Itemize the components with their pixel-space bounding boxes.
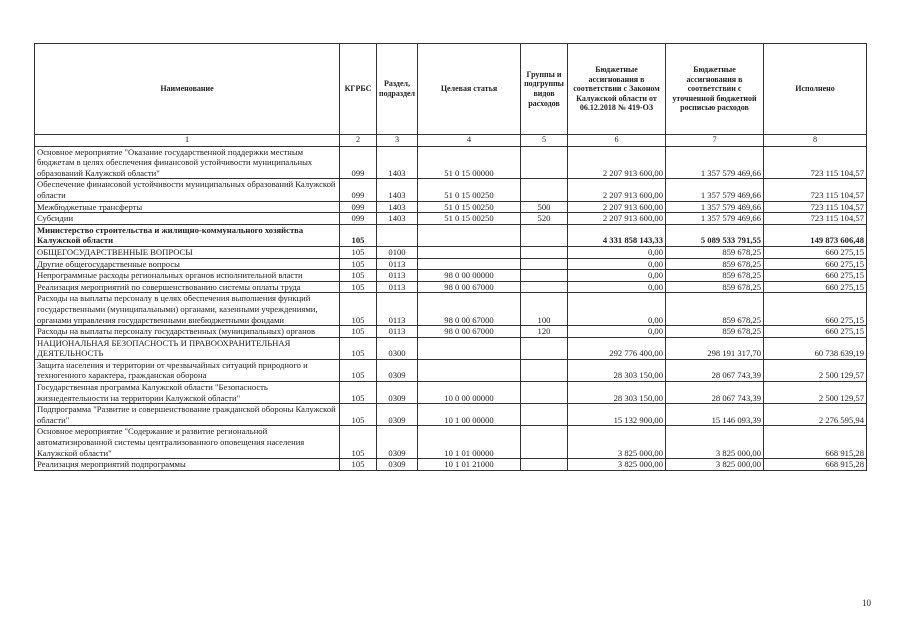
- table-row: [35, 258, 867, 270]
- cell-group: [521, 382, 568, 404]
- cell-refined-amount: 1 357 579 469,66: [666, 213, 764, 225]
- cell-executed-amount: 723 115 104,57: [764, 201, 867, 213]
- cell-group: 520: [521, 213, 568, 225]
- cell-group: [521, 337, 568, 359]
- cell-group: [521, 404, 568, 426]
- table-row: [35, 459, 867, 471]
- cell-group: [521, 258, 568, 270]
- cell-section: 0113: [377, 270, 418, 282]
- header-refined: Бюджетные ассигнования в соответствии с уточненной бюджетной росписью расходов: [666, 44, 764, 135]
- cell-executed-amount: 668 915,28: [764, 459, 867, 471]
- cell-executed-amount: 660 275,15: [764, 326, 867, 338]
- cell-group: [521, 224, 568, 246]
- cell-law-amount: 28 303 150,00: [568, 382, 666, 404]
- cell-kgrbs: 105: [340, 426, 377, 459]
- cell-section: 0113: [377, 281, 418, 293]
- cell-kgrbs: 099: [340, 146, 377, 179]
- cell-refined-amount: 5 089 533 791,55: [666, 224, 764, 246]
- cell-kgrbs: 105: [340, 459, 377, 471]
- cell-law-amount: 0,00: [568, 293, 666, 326]
- cell-target: 10 0 00 00000: [418, 382, 521, 404]
- cell-target: 98 0 00 67000: [418, 281, 521, 293]
- cell-target: [418, 359, 521, 381]
- cell-name: Расходы на выплаты персоналу государственных (муниципальных) органов: [35, 326, 340, 338]
- cell-target: 10 1 00 00000: [418, 404, 521, 426]
- cell-section: 0113: [377, 258, 418, 270]
- cell-group: [521, 359, 568, 381]
- cell-name: Защита населения и территории от чрезвычайных ситуаций природного и техногенного характера, гражданская оборона: [35, 359, 340, 381]
- cell-refined-amount: 28 067 743,39: [666, 382, 764, 404]
- table-row: [35, 224, 867, 246]
- cell-group: [521, 426, 568, 459]
- cell-target: 51 0 15 00250: [418, 201, 521, 213]
- cell-name: Министерство строительства и жилищно-коммунального хозяйства Калужской области: [35, 224, 340, 246]
- cell-section: 0300: [377, 337, 418, 359]
- cell-kgrbs: 105: [340, 359, 377, 381]
- cell-kgrbs: 105: [340, 293, 377, 326]
- cell-kgrbs: 099: [340, 201, 377, 213]
- cell-group: [521, 270, 568, 282]
- table-row: [35, 281, 867, 293]
- cell-law-amount: 28 303 150,00: [568, 359, 666, 381]
- header-law: Бюджетные ассигнования в соответствии с Законом Калужской области от 06.12.2018 № 419-ОЗ: [568, 44, 666, 135]
- table-row: [35, 246, 867, 258]
- cell-section: 1403: [377, 146, 418, 179]
- cell-executed-amount: 668 915,28: [764, 426, 867, 459]
- cell-section: 1403: [377, 179, 418, 201]
- cell-executed-amount: 2 500 129,57: [764, 382, 867, 404]
- cell-section: 0309: [377, 359, 418, 381]
- column-number: 3: [377, 135, 418, 147]
- header-group: Группы и подгруппы видов расходов: [521, 44, 568, 135]
- cell-target: 51 0 15 00250: [418, 179, 521, 201]
- cell-target: [418, 246, 521, 258]
- cell-executed-amount: 723 115 104,57: [764, 179, 867, 201]
- table-header-row: [35, 44, 867, 135]
- column-number: 2: [340, 135, 377, 147]
- cell-refined-amount: 859 678,25: [666, 293, 764, 326]
- column-number: 4: [418, 135, 521, 147]
- cell-section: 1403: [377, 201, 418, 213]
- cell-executed-amount: 723 115 104,57: [764, 146, 867, 179]
- table-row: [35, 404, 867, 426]
- cell-name: НАЦИОНАЛЬНАЯ БЕЗОПАСНОСТЬ И ПРАВООХРАНИТЕЛЬНАЯ ДЕЯТЕЛЬНОСТЬ: [35, 337, 340, 359]
- cell-refined-amount: 3 825 000,00: [666, 426, 764, 459]
- cell-name: Межбюджетные трансферты: [35, 201, 340, 213]
- cell-refined-amount: 28 067 743,39: [666, 359, 764, 381]
- header-name: Наименование: [35, 44, 340, 135]
- table-row: [35, 337, 867, 359]
- cell-target: 10 1 01 00000: [418, 426, 521, 459]
- cell-kgrbs: 105: [340, 224, 377, 246]
- cell-name: Основное мероприятие "Оказание государственной поддержки местным бюджетам в целях обеспечения финансовой устойчивости муниципальных образований Калужской области": [35, 146, 340, 179]
- cell-law-amount: 3 825 000,00: [568, 459, 666, 471]
- header-executed: Исполнено: [764, 44, 867, 135]
- cell-group: [521, 146, 568, 179]
- cell-executed-amount: 660 275,15: [764, 270, 867, 282]
- cell-target: 98 0 00 00000: [418, 270, 521, 282]
- cell-section: 0100: [377, 246, 418, 258]
- cell-group: [521, 179, 568, 201]
- table-row: [35, 426, 867, 459]
- cell-law-amount: 15 132 900,00: [568, 404, 666, 426]
- cell-group: 100: [521, 293, 568, 326]
- cell-name: Реализация мероприятий по совершенствованию системы оплаты труда: [35, 281, 340, 293]
- header-kgrbs: КГРБС: [340, 44, 377, 135]
- cell-executed-amount: 60 738 639,19: [764, 337, 867, 359]
- column-number: 8: [764, 135, 867, 147]
- cell-target: 98 0 00 67000: [418, 293, 521, 326]
- cell-refined-amount: 859 678,25: [666, 258, 764, 270]
- cell-target: [418, 258, 521, 270]
- cell-kgrbs: 105: [340, 326, 377, 338]
- cell-law-amount: 0,00: [568, 246, 666, 258]
- cell-refined-amount: 859 678,25: [666, 270, 764, 282]
- cell-refined-amount: 859 678,25: [666, 246, 764, 258]
- budget-table: [34, 43, 867, 471]
- cell-kgrbs: 105: [340, 404, 377, 426]
- cell-name: Обеспечение финансовой устойчивости муниципальных образований Калужской области: [35, 179, 340, 201]
- cell-section: [377, 224, 418, 246]
- cell-refined-amount: 298 191 317,70: [666, 337, 764, 359]
- cell-law-amount: 3 825 000,00: [568, 426, 666, 459]
- cell-name: Государственная программа Калужской области "Безопасность жизнедеятельности на территории Калужской области": [35, 382, 340, 404]
- header-target: Целевая статья: [418, 44, 521, 135]
- cell-refined-amount: 1 357 579 469,66: [666, 146, 764, 179]
- column-number-row: [35, 135, 867, 147]
- cell-target: 51 0 15 00000: [418, 146, 521, 179]
- cell-law-amount: 2 207 913 600,00: [568, 179, 666, 201]
- cell-executed-amount: 660 275,15: [764, 281, 867, 293]
- cell-law-amount: 0,00: [568, 258, 666, 270]
- table-row: [35, 293, 867, 326]
- cell-section: 0113: [377, 326, 418, 338]
- table-row: [35, 146, 867, 179]
- column-number: 5: [521, 135, 568, 147]
- column-number: 6: [568, 135, 666, 147]
- cell-name: Подпрограмма "Развитие и совершенствование гражданской обороны Калужской области": [35, 404, 340, 426]
- cell-refined-amount: 1 357 579 469,66: [666, 179, 764, 201]
- cell-target: [418, 337, 521, 359]
- cell-refined-amount: 1 357 579 469,66: [666, 201, 764, 213]
- cell-kgrbs: 099: [340, 179, 377, 201]
- cell-section: 1403: [377, 213, 418, 225]
- cell-target: 10 1 01 21000: [418, 459, 521, 471]
- cell-executed-amount: 660 275,15: [764, 246, 867, 258]
- table-row: [35, 201, 867, 213]
- cell-target: 51 0 15 00250: [418, 213, 521, 225]
- table-row: [35, 359, 867, 381]
- cell-refined-amount: 15 146 093,39: [666, 404, 764, 426]
- cell-law-amount: 292 776 400,00: [568, 337, 666, 359]
- cell-section: 0309: [377, 382, 418, 404]
- cell-refined-amount: 859 678,25: [666, 326, 764, 338]
- cell-name: Основное мероприятие "Содержание и развитие региональной автоматизированной системы централизованного оповещения населения Калужской области": [35, 426, 340, 459]
- cell-refined-amount: 3 825 000,00: [666, 459, 764, 471]
- cell-kgrbs: 105: [340, 281, 377, 293]
- cell-kgrbs: 105: [340, 337, 377, 359]
- cell-name: ОБЩЕГОСУДАРСТВЕННЫЕ ВОПРОСЫ: [35, 246, 340, 258]
- page-number: 10: [862, 598, 871, 608]
- cell-section: 0113: [377, 293, 418, 326]
- cell-law-amount: 2 207 913 600,00: [568, 201, 666, 213]
- cell-executed-amount: 149 873 606,48: [764, 224, 867, 246]
- cell-law-amount: 2 207 913 600,00: [568, 213, 666, 225]
- cell-name: Расходы на выплаты персоналу в целях обеспечения выполнения функций государственными (муниципальными) органами, казенными учреждениями, органами управления государственными внебюджетными фондами: [35, 293, 340, 326]
- table-row: [35, 382, 867, 404]
- cell-refined-amount: 859 678,25: [666, 281, 764, 293]
- cell-executed-amount: 2 500 129,57: [764, 359, 867, 381]
- table-row: [35, 270, 867, 282]
- cell-name: Субсидии: [35, 213, 340, 225]
- cell-law-amount: 0,00: [568, 281, 666, 293]
- cell-section: 0309: [377, 404, 418, 426]
- cell-kgrbs: 105: [340, 246, 377, 258]
- cell-executed-amount: 660 275,15: [764, 293, 867, 326]
- cell-law-amount: 2 207 913 600,00: [568, 146, 666, 179]
- cell-kgrbs: 105: [340, 382, 377, 404]
- cell-group: [521, 246, 568, 258]
- header-section: Раздел, подраздел: [377, 44, 418, 135]
- table-row: [35, 326, 867, 338]
- cell-name: Другие общегосударственные вопросы: [35, 258, 340, 270]
- cell-name: Непрограммные расходы региональных органов исполнительной власти: [35, 270, 340, 282]
- cell-group: [521, 281, 568, 293]
- cell-target: [418, 224, 521, 246]
- cell-group: 120: [521, 326, 568, 338]
- cell-target: 98 0 00 67000: [418, 326, 521, 338]
- cell-kgrbs: 099: [340, 213, 377, 225]
- cell-law-amount: 0,00: [568, 270, 666, 282]
- cell-executed-amount: 723 115 104,57: [764, 213, 867, 225]
- table-row: [35, 179, 867, 201]
- cell-kgrbs: 105: [340, 270, 377, 282]
- cell-section: 0309: [377, 459, 418, 471]
- cell-law-amount: 0,00: [568, 326, 666, 338]
- column-number: 1: [35, 135, 340, 147]
- cell-group: [521, 459, 568, 471]
- cell-section: 0309: [377, 426, 418, 459]
- cell-kgrbs: 105: [340, 258, 377, 270]
- cell-executed-amount: 2 276 595,94: [764, 404, 867, 426]
- cell-group: 500: [521, 201, 568, 213]
- cell-executed-amount: 660 275,15: [764, 258, 867, 270]
- cell-name: Реализация мероприятий подпрограммы: [35, 459, 340, 471]
- table-row: [35, 213, 867, 225]
- column-number: 7: [666, 135, 764, 147]
- cell-law-amount: 4 331 858 143,33: [568, 224, 666, 246]
